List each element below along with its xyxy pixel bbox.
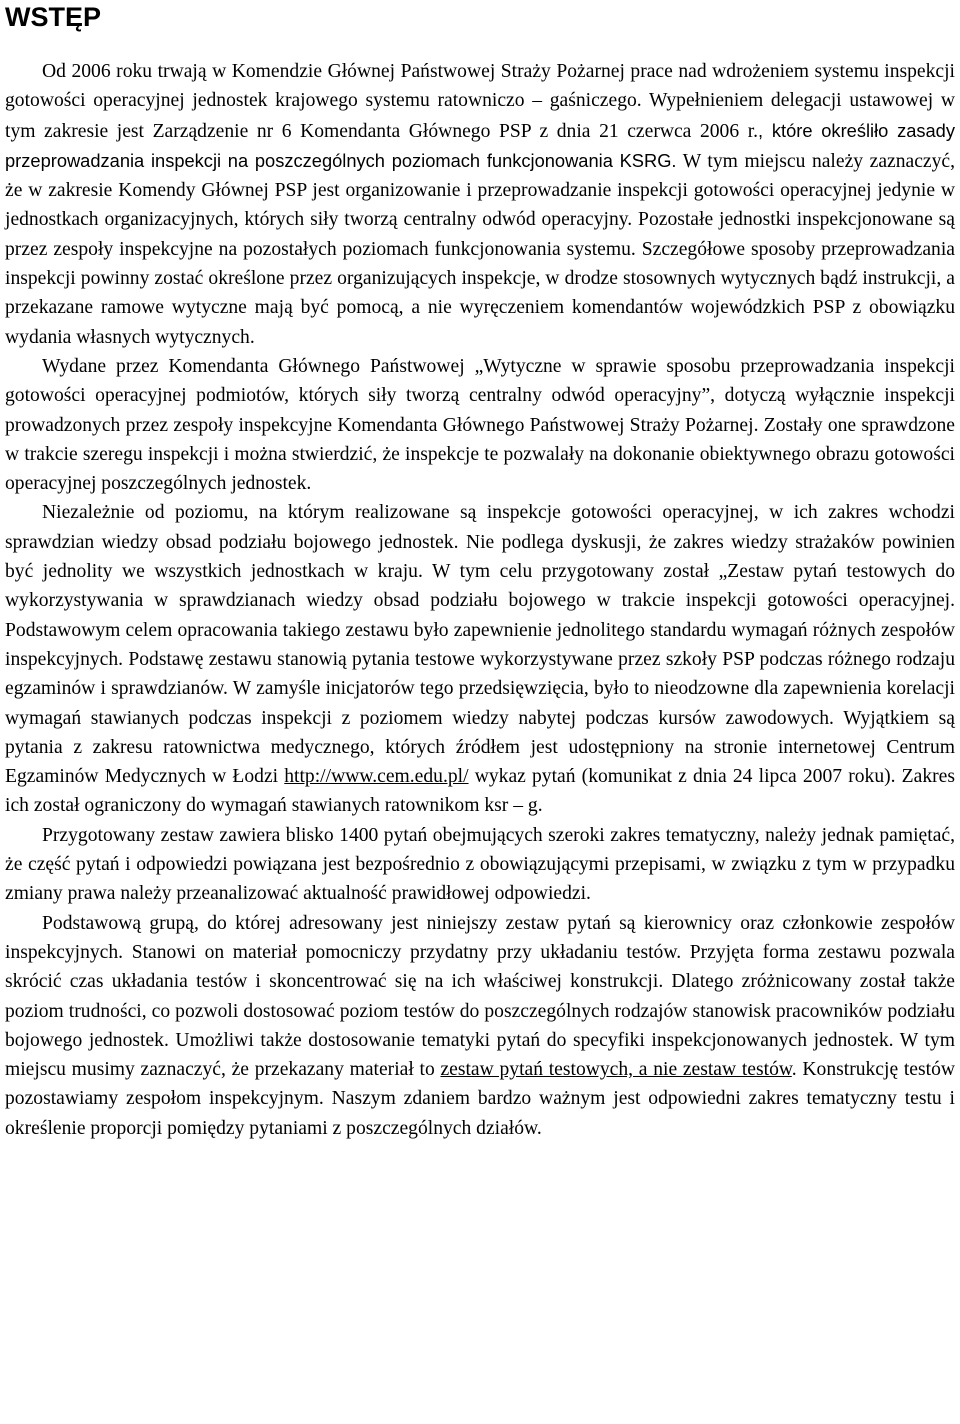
paragraph-1-part-4: Pozostałe jednostki inspekcjonowane są przez zespoły inspekcyjne na pozostałych poziomach funkcjonowania systemu. Szczegółowe sposoby przeprowadzania inspekcji powinny zostać określone przez organizujących inspekcje, w drodze stosownych wytycznych bądź instrukcji, a przekazane ramowe wytyczne mają być pomocą, a nie wyręczeniem komendantów wojewódzkich PSP z obowiązku wydania własnych wytycznych.	[5, 209, 955, 348]
paragraph-1-part-2: , które określiło zasady przeprowadzania inspekcji na poszczególnych poziomach funkcjonowania KSRG.	[5, 119, 955, 171]
document-title: WSTĘP	[5, 2, 102, 32]
paragraph-3-part-2: wykaz pytań (komunikat z dnia 24 lipca 2007 roku). Zakres ich został ograniczony do wymagań stawianych ratownikom ksr – g.	[5, 766, 955, 817]
paragraph-3	[5, 498, 955, 820]
paragraph-2: Wydane przez Komendanta Głównego Państwowej „Wytyczne w sprawie sposobu przeprowadzania inspekcji gotowości operacyjnej podmiotów, których siły tworzą centralny odwód operacyjny”, dotyczą wyłącznie inspekcji prowadzonych przez zespoły inspekcyjne Komendanta Głównego Państwowej Straży Pożarnej. Zostały one sprawdzone w trakcie szeregu inspekcji i można stwierdzić, że inspekcje te pozwalały na dokonanie obiektywnego obrazu gotowości operacyjnej poszczególnych jednostek.	[5, 355, 955, 495]
paragraph-1-part-3: W tym miejscu należy zaznaczyć, że w zakresie Komendy Głównej PSP jest organizowanie i przeprowadzanie inspekcji gotowości operacyjnej jedynie w jednostkach organizacyjnych, których siły tworzą centralny odwód operacyjny.	[5, 150, 955, 231]
paragraph-1	[5, 57, 955, 352]
paragraph-4: Przygotowany zestaw zawiera blisko 1400 pytań obejmujących szeroki zakres tematyczny, należy jednak pamiętać, że część pytań i odpowiedzi powiązana jest bezpośrednio z obowiązującymi przepisami, w związku z tym w przypadku zmiany prawa należy przeanalizować aktualność prawidłowej odpowiedzi.	[5, 824, 955, 905]
cem-website-link[interactable]: http://www.cem.edu.pl/	[284, 766, 469, 788]
underlined-phrase: zestaw pytań testowych, a nie zestaw testów	[440, 1059, 792, 1081]
paragraph-5-part-2: . Konstrukcję testów pozostawiamy zespołom inspekcyjnym. Naszym zdaniem bardzo ważnym jest odpowiedni zakres tematyczny testu i określenie proporcji pomiędzy pytaniami z poszczególnych działów.	[5, 1059, 956, 1139]
paragraph-3-part-1: Niezależnie od poziomu, na którym realizowane są inspekcje gotowości operacyjnej, w ich zakres wchodzi sprawdzian wiedzy obsad podziału bojowego jednostek. Nie podlega dyskusji, że zakres wiedzy strażaków powinien być jednolity we wszystkich jednostkach w kraju. W tym celu przygotowany został „Zestaw pytań testowych do wykorzystywania w sprawdzianach wiedzy obsad podziału bojowego w trakcie inspekcji gotowości operacyjnej. Podstawowym celem opracowania takiego zestawu było zapewnienie jednolitego standardu wymagań różnych zespołów inspekcyjnych. Podstawę zestawu stanowią pytania testowe wykorzystywane przez szkoły PSP podczas różnego rodzaju egzaminów i sprawdzianów. W zamyśle inicjatorów tego przedsięwzięcia, było to nieodzowne dla zapewnienia korelacji wymagań stawianych podczas inspekcji z poziomem wiedzy nabytej podczas kursów zawodowych. Wyjątkiem są pytania z zakresu ratownictwa medycznego, których źródłem jest udostępniony na stronie internetowej Centrum Egzaminów Medycznych w Łodzi	[5, 502, 955, 788]
paragraph-5	[5, 909, 955, 1143]
paragraph-1-part-1: Od 2006 roku trwają w Komendzie Głównej Państwowej Straży Pożarnej prace nad wdrożeniem systemu inspekcji gotowości operacyjnej jednostek krajowego systemu ratowniczo – gaśniczego. Wypełnieniem delegacji ustawowej w tym zakresie jest Zarządzenie nr 6 Komendanta Głównego PSP z dnia 21 czerwca 2006 r.	[5, 61, 955, 142]
paragraph-5-part-1: Podstawową grupą, do której adresowany jest niniejszy zestaw pytań są kierownicy oraz członkowie zespołów inspekcyjnych. Stanowi on materiał pomocniczy przydatny przy układaniu testów. Przyjęta forma zestawu pozwala skrócić czas układania testów i skoncentrować się na ich właściwej konstrukcji. Dlatego zróżnicowany został także poziom trudności, co pozwoli dostosować poziom testów do poszczególnych rodzajów stanowisk pracowników podziału bojowego jednostek. Umożliwi także dostosowanie tematyki pytań do specyfiki inspekcjonowanych jednostek. W tym miejscu musimy zaznaczyć, że przekazany materiał to	[5, 912, 955, 1081]
document-page	[5, 0, 955, 1143]
